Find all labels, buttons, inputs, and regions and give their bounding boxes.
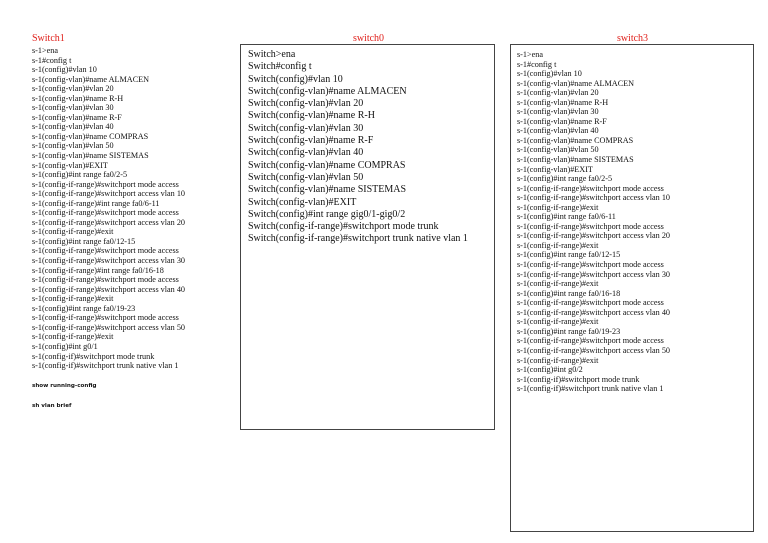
command-line: s-1(config-vlan)#vlan 40 xyxy=(517,126,599,136)
command-line: s-1(config-if-range)#exit xyxy=(517,279,599,289)
command-line: Switch(config-vlan)#name COMPRAS xyxy=(248,159,406,171)
command-line: s-1(config-vlan)#name R-F xyxy=(517,116,607,126)
command-line: s-1(config-if-range)#switchport access vlan 20 xyxy=(517,231,671,241)
command-line: s-1(config-vlan)#vlan 50 xyxy=(517,145,599,155)
command-line: s-1(config-if-range)#exit xyxy=(517,355,599,365)
command-line: Switch(config-if-range)#switchport trunk native vlan 1 xyxy=(248,233,468,245)
switch1-column xyxy=(32,33,237,423)
command-line: s-1(config-if-range)#switchport access vlan 10 xyxy=(517,193,671,203)
command-line: Switch(config-vlan)#vlan 40 xyxy=(248,147,364,159)
command-line: s-1(config)#vlan 10 xyxy=(32,65,97,75)
command-line: s-1(config-if)#switchport trunk native vlan 1 xyxy=(517,384,664,394)
note-line: show running-config xyxy=(32,382,97,389)
command-line: s-1(config-if)#switchport mode trunk xyxy=(32,351,155,361)
command-line: Switch(config-vlan)#vlan 50 xyxy=(248,171,364,183)
switch0-box xyxy=(240,44,495,430)
switch1-title: Switch1 xyxy=(32,33,65,44)
switch3-title: switch3 xyxy=(616,33,649,44)
switch3-column xyxy=(510,33,755,394)
command-line: s-1(config-vlan)#vlan 20 xyxy=(517,88,599,98)
command-line: s-1(config-if-range)#switchport access vlan 30 xyxy=(32,256,186,266)
switch0-column xyxy=(240,33,497,245)
command-line: s-1(config-vlan)#EXIT xyxy=(32,160,108,170)
note-line: sh vlan brief xyxy=(32,402,72,409)
command-line: s-1(config-if-range)#int range fa0/16-18 xyxy=(32,265,164,275)
command-line: s-1>ena xyxy=(517,50,543,59)
command-line: s-1(config-if-range)#switchport access vlan 50 xyxy=(32,322,186,332)
command-line: s-1(config-if-range)#exit xyxy=(32,332,114,342)
command-line: Switch(config-vlan)#name SISTEMAS xyxy=(248,184,407,196)
command-line: s-1(config-if-range)#switchport mode access xyxy=(517,183,664,193)
command-line: s-1(config-if-range)#exit xyxy=(32,294,114,304)
command-line: s-1(config-if-range)#switchport mode access xyxy=(32,179,179,189)
command-line: s-1(config-if)#switchport trunk native vlan 1 xyxy=(32,361,179,371)
command-line: s-1(config)#int range fa0/2-5 xyxy=(517,174,613,184)
command-line: Switch(config-vlan)#vlan 30 xyxy=(248,122,364,134)
command-line: s-1(config)#int range fa0/16-18 xyxy=(517,288,621,298)
command-line: s-1(config-if-range)#switchport access vlan 40 xyxy=(32,284,186,294)
command-line: s-1(config-if-range)#exit xyxy=(517,317,599,327)
switch3-command-list xyxy=(517,50,670,394)
switch1-notes xyxy=(32,383,237,423)
command-line: s-1#config t xyxy=(517,59,557,69)
command-line: s-1(config-if-range)#switchport mode access xyxy=(517,260,664,270)
command-line: s-1(config-vlan)#vlan 30 xyxy=(517,107,599,117)
command-line: s-1(config-vlan)#name SISTEMAS xyxy=(517,155,634,165)
command-line: s-1(config-if-range)#switchport access vlan 30 xyxy=(517,269,671,279)
command-line: s-1(config)#int g0/1 xyxy=(32,341,98,351)
switch1-command-list xyxy=(32,46,237,371)
command-line: s-1(config-if-range)#switchport access vlan 10 xyxy=(32,189,186,199)
command-line: s-1(config-if-range)#switchport access vlan 20 xyxy=(32,217,186,227)
command-line: s-1>ena xyxy=(32,46,58,55)
command-line: s-1(config-vlan)#vlan 40 xyxy=(32,122,114,132)
switch0-command-list xyxy=(248,49,468,246)
command-line: s-1(config)#int g0/2 xyxy=(517,365,583,375)
command-line: s-1(config-if-range)#exit xyxy=(517,202,599,212)
command-line: s-1(config-vlan)#name R-H xyxy=(517,97,609,107)
command-line: s-1(config-vlan)#vlan 50 xyxy=(32,141,114,151)
command-line: s-1(config-if-range)#exit xyxy=(517,240,599,250)
command-line: s-1(config-if-range)#int range fa0/6-11 xyxy=(32,198,160,208)
command-line: s-1(config-vlan)#name ALMACEN xyxy=(517,78,635,88)
command-line: s-1(config-vlan)#EXIT xyxy=(517,164,593,174)
command-line: s-1(config)#int range fa0/6-11 xyxy=(517,212,616,222)
command-line: s-1(config-if-range)#exit xyxy=(32,227,114,237)
command-line: s-1(config-if-range)#switchport access vlan 40 xyxy=(517,307,671,317)
command-line: s-1(config)#int range fa0/19-23 xyxy=(517,326,621,336)
command-line: s-1(config-vlan)#name ALMACEN xyxy=(32,74,150,84)
command-line: Switch(config-vlan)#EXIT xyxy=(248,196,357,208)
command-line: s-1(config-if-range)#switchport mode access xyxy=(517,298,664,308)
command-line: s-1(config-if-range)#switchport mode access xyxy=(32,313,179,323)
command-line: Switch(config-vlan)#name R-F xyxy=(248,135,374,147)
command-line: s-1(config-if-range)#switchport mode access xyxy=(32,208,179,218)
command-line: s-1(config)#int range fa0/12-15 xyxy=(32,236,136,246)
command-line: s-1(config-if-range)#switchport mode access xyxy=(32,275,179,285)
command-line: Switch(config-if-range)#switchport mode trunk xyxy=(248,221,439,233)
command-line: s-1(config-vlan)#vlan 20 xyxy=(32,84,114,94)
command-line: s-1(config-vlan)#name R-H xyxy=(32,93,124,103)
switch0-title: switch0 xyxy=(352,33,385,44)
command-line: s-1(config)#int range fa0/12-15 xyxy=(517,250,621,260)
command-line: s-1(config)#int range fa0/2-5 xyxy=(32,170,128,180)
command-line: s-1#config t xyxy=(32,55,72,65)
command-line: Switch(config)#int range gig0/1-gig0/2 xyxy=(248,208,406,220)
command-line: Switch#config t xyxy=(248,61,312,73)
command-line: s-1(config-if-range)#switchport mode access xyxy=(32,246,179,256)
command-line: Switch(config)#vlan 10 xyxy=(248,73,343,85)
command-line: Switch(config-vlan)#name ALMACEN xyxy=(248,85,407,97)
command-line: s-1(config)#int range fa0/19-23 xyxy=(32,303,136,313)
command-line: s-1(config-if-range)#switchport mode access xyxy=(517,336,664,346)
command-line: s-1(config-vlan)#name COMPRAS xyxy=(517,135,634,145)
command-line: s-1(config-if-range)#switchport access vlan 50 xyxy=(517,345,671,355)
command-line: Switch(config-vlan)#vlan 20 xyxy=(248,98,364,110)
switch3-box xyxy=(510,44,754,532)
command-line: s-1(config-if-range)#switchport mode access xyxy=(517,221,664,231)
command-line: s-1(config-vlan)#name COMPRAS xyxy=(32,131,149,141)
command-line: s-1(config-vlan)#name SISTEMAS xyxy=(32,151,149,161)
command-line: s-1(config-vlan)#vlan 30 xyxy=(32,103,114,113)
command-line: s-1(config-if)#switchport mode trunk xyxy=(517,374,640,384)
command-line: s-1(config)#vlan 10 xyxy=(517,69,582,79)
command-line: s-1(config-vlan)#name R-F xyxy=(32,112,122,122)
command-line: Switch(config-vlan)#name R-H xyxy=(248,110,375,122)
command-line: Switch>ena xyxy=(248,49,296,60)
